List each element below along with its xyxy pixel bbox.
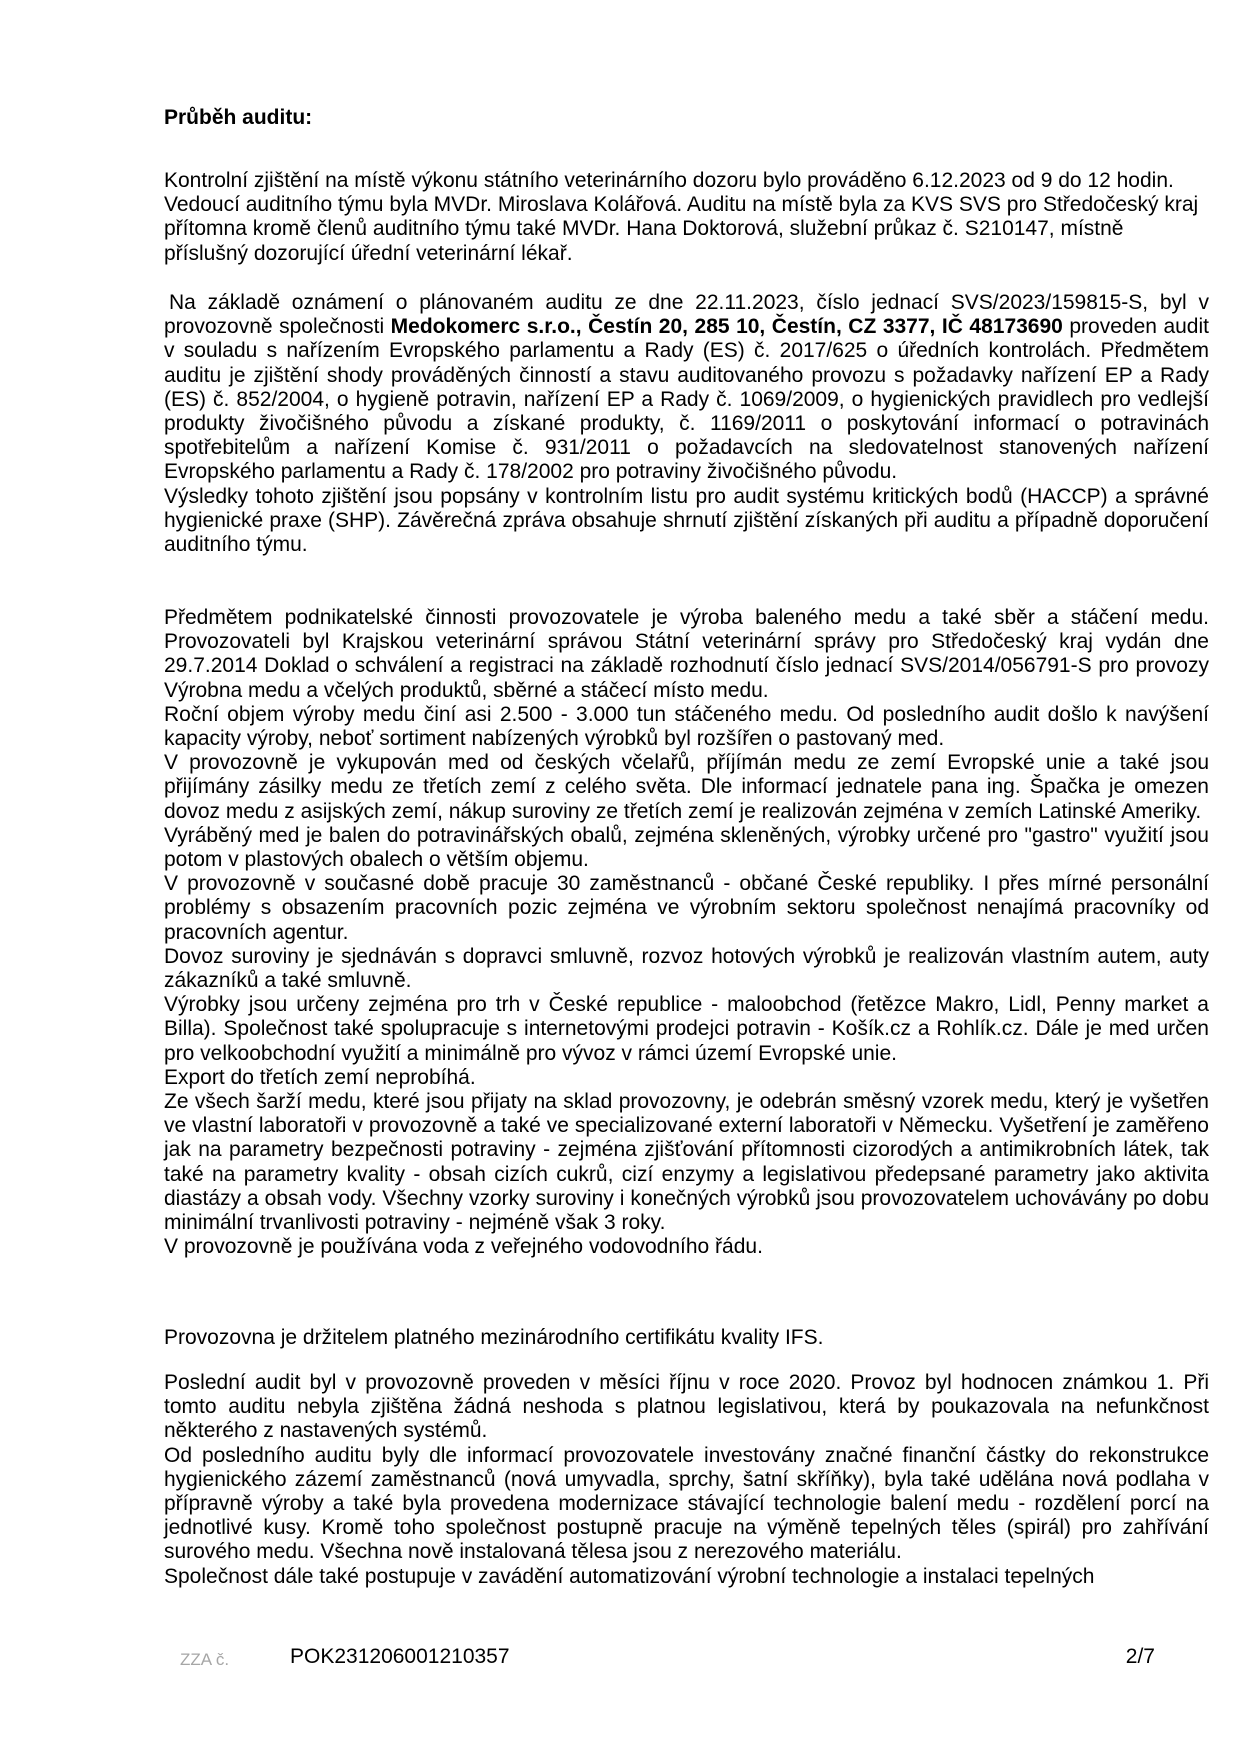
- paragraph-ifs-certificate: Provozovna je držitelem platného mezinárodního certifikátu kvality IFS.: [164, 1326, 824, 1349]
- paragraph-audit-intro: Kontrolní zjištění na místě výkonu státního veterinárního dozoru bylo prováděno 6.12.2023 od 9 do 12 hodin. Vedoucí auditního týmu byla MVDr. Miroslava Kolářová. Auditu na místě byla za KVS SVS pro Středočeský kraj přítomna kromě členů auditního týmu také MVDr. Hana Doktorová, služební průkaz č. S210147, místně příslušný dozorující úřední veterinární lékař.: [164, 169, 1199, 265]
- paragraph-last-audit: Poslední audit byl v provozovně proveden v měsíci říjnu v roce 2020. Provoz byl hodnocen známkou 1. Při tomto auditu nebyla zjištěna žádná neshoda s platnou legislativou, která by poukazovala na nefunkčnost některého z nastavených systémů.: [164, 1371, 1209, 1443]
- operations-block: [164, 606, 1209, 1259]
- paragraph-investments: Od posledního auditu byly dle informací provozovatele investovány značné finanční částky do rekonstrukce hygienického zázemí zaměstnanců (nová umyvadla, sprchy, šatní skříňky), byla také udělána nová podlaha v přípravně výroby a také byla provedena modernizace stávající technologie balení medu - rozdělení porcí na jednotlivé kusy. Kromě toho společnost postupně pracuje na výměně tepelných těles (spirál) pro zahřívání surového medu. Všechna nově instalovaná tělesa jsou z nerezového materiálu.: [164, 1443, 1209, 1564]
- paragraph-packaging: Vyráběný med je balen do potravinářských obalů, zejména skleněných, výrobky určené pro "gastro" využití jsou potom v plastových obalech o větším objemu.: [164, 823, 1209, 872]
- footer-zza-label: ZZA č.: [180, 1650, 230, 1669]
- paragraph-export: Export do třetích zemí neprobíhá.: [164, 1065, 476, 1089]
- paragraph-transport: Dovoz suroviny je sjednáván s dopravci smluvně, rozvoz hotových výrobků je realizován vlastním autem, auty zákazníků a také smluvně.: [164, 944, 1209, 993]
- paragraph-business-subject: Předmětem podnikatelské činnosti provozovatele je výroba baleného medu a také sběr a stáčení medu. Provozovateli byl Krajskou veterinární správou Státní veterinární správy pro Středočeský kraj vydán dne 29.7.2014 Doklad o schválení a registraci na základě rozhodnutí číslo jednací SVS/2014/056791-S pro provozy Výrobna medu a včelých produktů, sběrné a stáčecí místo medu.: [164, 606, 1209, 702]
- section-heading-block: [164, 106, 1209, 130]
- previous-audit-block: [164, 1371, 1209, 1589]
- legal-basis-text-after: proveden audit v souladu s nařízením Evropského parlamentu a Rady (ES) č. 2017/625 o úředních kontrolách. Předmětem auditu je zjištění shody prováděných činností a stavu auditovaného provozu s požadavky nařízení EP a Rady (ES) č. 852/2004, o hygieně potravin, nařízení EP a Rady č. 1069/2009, o hygienických pravidlech pro vedlejší produkty živočišného původu a získané produkty, č. 1169/2011 o poskytování informací o potravinách spotřebitelům a nařízení Komise č. 931/2011 o požadavcích na sledovatelnost stanovených nařízení Evropského parlamentu a Rady č. 178/2002 pro potraviny živočišného původu.: [164, 315, 1209, 484]
- intro-block: [164, 169, 1209, 266]
- paragraph-sampling-laboratory: Ze všech šarží medu, které jsou přijaty na sklad provozovny, je odebrán směsný vzorek medu, který je vyšetřen ve vlastní laboratoři v provozovně a také ve specializované externí laboratoři v Německu. Vyšetření je zaměřeno jak na parametry bezpečnosti potraviny - zejména zjišťování přítomnosti cizorodých a antimikrobních látek, tak také na parametry kvality - obsah cizích cukrů, cizí enzymy a legislativou předepsané parametry jako aktivita diastázy a obsah vody. Všechny vzorky suroviny i konečných výrobků jsou provozovatelem uchovávány po dobu minimální trvanlivosti potraviny - nejméně však 3 roky.: [164, 1090, 1209, 1235]
- legal-basis-block: [164, 291, 1209, 557]
- paragraph-legal-basis: [164, 291, 1209, 485]
- certificate-block: [164, 1326, 1209, 1350]
- paragraph-audit-results: Výsledky tohoto zjištění jsou popsány v kontrolním listu pro audit systému kritických bodů (HACCP) a správné hygienické praxe (SHP). Závěrečná zpráva obsahuje shrnutí zjištění získaných při auditu a případně doporučení auditního týmu.: [164, 484, 1209, 557]
- legal-basis-text-before: Na základě oznámení o plánovaném auditu ze dne 22.11.2023, číslo jednací SVS/2023/159815-S, byl v provozovně společnosti: [164, 291, 1209, 339]
- footer-page-number: 2/7: [1125, 1645, 1155, 1668]
- paragraph-employees: V provozovně v současné době pracuje 30 zaměstnanců - občané České republiky. I přes mírné personální problémy s obsazením pracovních pozic zejména ve výrobním sektoru společnost nenajímá pracovníky od pracovních agentur.: [164, 872, 1209, 944]
- paragraph-automation: Společnost dále také postupuje v zavádění automatizování výrobní technologie a instalaci tepelných: [164, 1564, 1095, 1588]
- footer-document-number: POK231206001210357: [290, 1645, 510, 1668]
- paragraph-markets: Výrobky jsou určeny zejména pro trh v České republice - maloobchod (řetězce Makro, Lidl, Penny market a Billa). Společnost také spolupracuje s internetovými prodejci potravin - Košík.cz a Rohlík.cz. Dále je med určen pro velkoobchodní využití a minimálně pro vývoz v rámci území Evropské unie.: [164, 993, 1209, 1065]
- paragraph-water-supply: V provozovně je používána voda z veřejného vodovodního řádu.: [164, 1235, 763, 1259]
- company-identification: Medokomerc s.r.o., Čestín 20, 285 10, Čestín, CZ 3377, IČ 48173690: [390, 315, 1063, 339]
- paragraph-annual-volume: Roční objem výroby medu činí asi 2.500 - 3.000 tun stáčeného medu. Od posledního audit došlo k navýšení kapacity výroby, neboť sortiment nabízených výrobků byl rozšířen o pastovaný med.: [164, 702, 1209, 751]
- paragraph-honey-sourcing: V provozovně je vykupován med od českých včelařů, příjímán medu ze zemí Evropské unie a také jsou přijímány zásilky medu ze třetích zemí z celého světa. Dle informací jednatele pana ing. Špačka je omezen dovoz medu z asijských zemí, nákup suroviny ze třetích zemí je realizován zejména v zemích Latinské Ameriky.: [164, 751, 1209, 823]
- section-heading: Průběh auditu:: [164, 106, 313, 129]
